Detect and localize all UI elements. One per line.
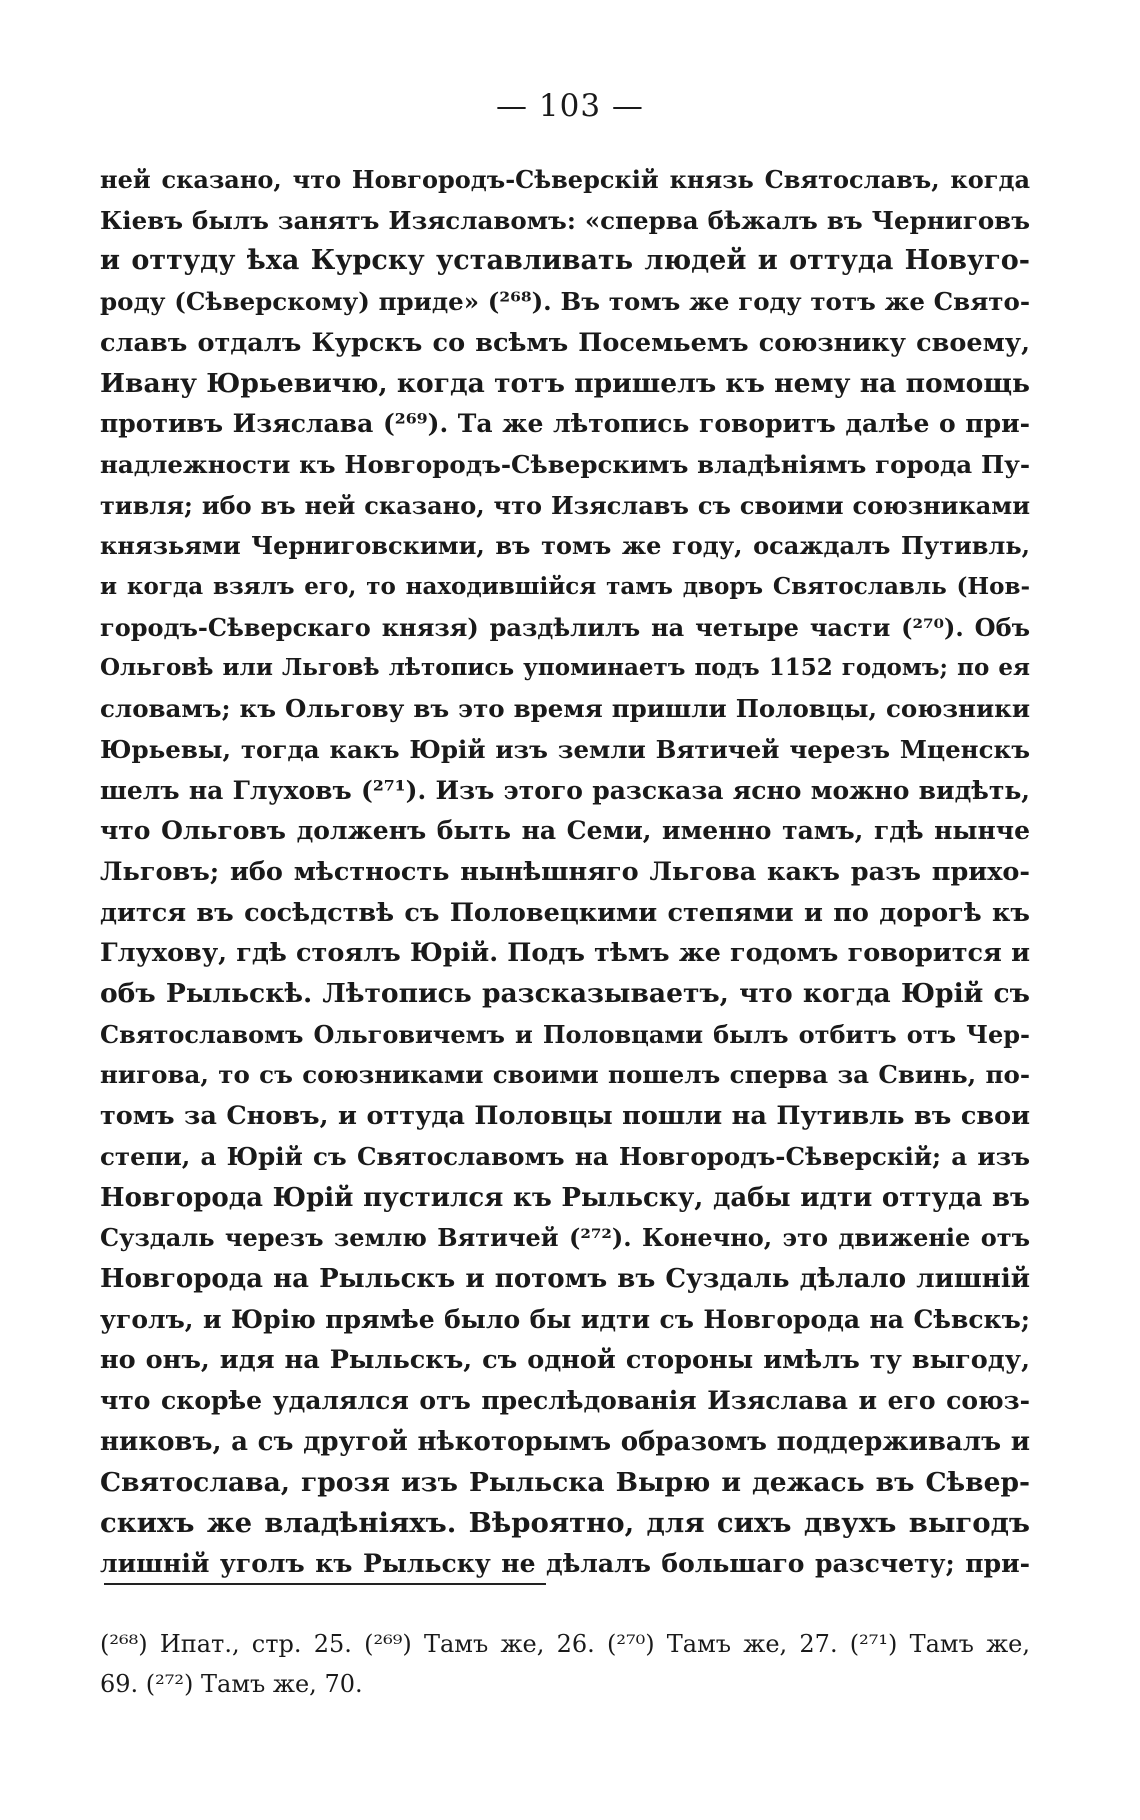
text-line: противъ Изяслава (²⁶⁹). Та же лѣтопись говоритъ далѣе о при-: [100, 409, 1030, 439]
text-line: Глухову, гдѣ стоялъ Юрій. Подъ тѣмъ же годомъ говорится и: [100, 938, 1030, 969]
text-line: и когда взялъ его, то находившійся тамъ дворъ Святославль (Нов-: [100, 573, 1030, 601]
footnote-line: (²⁶⁸) Ипат., стр. 25. (²⁶⁹) Тамъ же, 26. (²⁷⁰) Тамъ же, 27. (²⁷¹) Тамъ же,: [100, 1630, 1030, 1658]
text-line: Новгорода Юрій пустился къ Рыльску, дабы идти оттуда въ: [100, 1182, 1030, 1213]
text-line: объ Рыльскѣ. Лѣтопись разсказываетъ, что когда Юрій съ: [100, 978, 1030, 1010]
text-line: никовъ, а съ другой нѣкоторымъ образомъ поддерживалъ и: [100, 1426, 1030, 1457]
text-line: и оттуду ѣха Курску уставливать людей и оттуда Новуго-: [100, 245, 1030, 277]
footnote-line: 69. (²⁷²) Тамъ же, 70.: [100, 1670, 363, 1698]
text-line: Святославомъ Ольговичемъ и Половцами былъ отбитъ отъ Чер-: [100, 1019, 1030, 1049]
text-line: что скорѣе удалялся отъ преслѣдованія Изяслава и его союз-: [100, 1386, 1030, 1416]
text-line: Новгорода на Рыльскъ и потомъ въ Суздаль дѣлало лишній: [100, 1263, 1030, 1294]
text-line: князьями Черниговскими, въ томъ же году, осаждалъ Путивль,: [100, 531, 1030, 561]
text-line: лишній уголъ къ Рыльску не дѣлалъ большаго разсчету; при-: [100, 1548, 1030, 1578]
text-line: роду (Сѣверскому) приде» (²⁶⁸). Въ томъ же году тотъ же Свято-: [100, 287, 1030, 317]
text-line: тивля; ибо въ ней сказано, что Изяславъ съ своими союзниками: [100, 490, 1030, 520]
text-line: степи, а Юрій съ Святославомъ на Новгородъ-Сѣверскій; а изъ: [100, 1141, 1030, 1171]
text-line: Суздаль черезъ землю Вятичей (²⁷²). Конечно, это движеніе отъ: [100, 1223, 1030, 1253]
text-line: томъ за Сновъ, и оттуда Половцы пошли на Путивль въ свои: [100, 1101, 1030, 1132]
text-line: ней сказано, что Новгородъ-Сѣверскій князь Святославъ, когда: [100, 165, 1030, 194]
body-text: [100, 160, 1030, 1585]
text-line: шелъ на Глуховъ (²⁷¹). Изъ этого разсказа ясно можно видѣть,: [100, 775, 1030, 805]
text-line: нигова, то съ союзниками своими пошелъ сперва за Свинь, по-: [100, 1060, 1030, 1090]
text-line: Ивану Юрьевичю, когда тотъ пришелъ къ нему на помощь: [100, 367, 1030, 399]
footnotes: [100, 1624, 1030, 1704]
text-line: уголъ, и Юрію прямѣе было бы идти съ Новгорода на Сѣвскъ;: [100, 1304, 1030, 1334]
text-line: Святослава, грозя изъ Рыльска Вырю и дежась въ Сѣвер-: [100, 1466, 1030, 1498]
text-line: что Ольговъ долженъ быть на Семи, именно тамъ, гдѣ нынче: [100, 816, 1030, 846]
text-line: скихъ же владѣніяхъ. Вѣроятно, для сихъ двухъ выгодъ: [100, 1507, 1030, 1540]
text-line: Юрьевы, тогда какъ Юрій изъ земли Вятичей черезъ Мценскъ: [100, 734, 1030, 764]
text-line: Кіевъ былъ занятъ Изяславомъ: «сперва бѣжалъ въ Черниговъ: [100, 205, 1030, 235]
text-line: но онъ, идя на Рыльскъ, съ одной стороны имѣлъ ту выгоду,: [100, 1345, 1030, 1376]
footnote-divider: [104, 1583, 546, 1585]
text-line: надлежности къ Новгородъ-Сѣверскимъ владѣніямъ города Пу-: [100, 449, 1030, 479]
text-line: дится въ сосѣдствѣ съ Половецкими степями и по дорогѣ къ: [100, 897, 1030, 928]
text-line: славъ отдалъ Курскъ со всѣмъ Посемьемъ союзнику своему,: [100, 327, 1030, 358]
page-number: — 103 —: [496, 88, 644, 124]
text-line: Ольговѣ или Льговѣ лѣтопись упоминаетъ подъ 1152 годомъ; по ея: [100, 654, 1030, 682]
text-line: словамъ; къ Ольгову въ это время пришли Половцы, союзники: [100, 694, 1030, 724]
text-line: Льговъ; ибо мѣстность нынѣшняго Льгова какъ разъ прихо-: [100, 856, 1030, 887]
text-line: городъ-Сѣверскаго князя) раздѣлилъ на четыре части (²⁷⁰). Объ: [100, 612, 1030, 642]
